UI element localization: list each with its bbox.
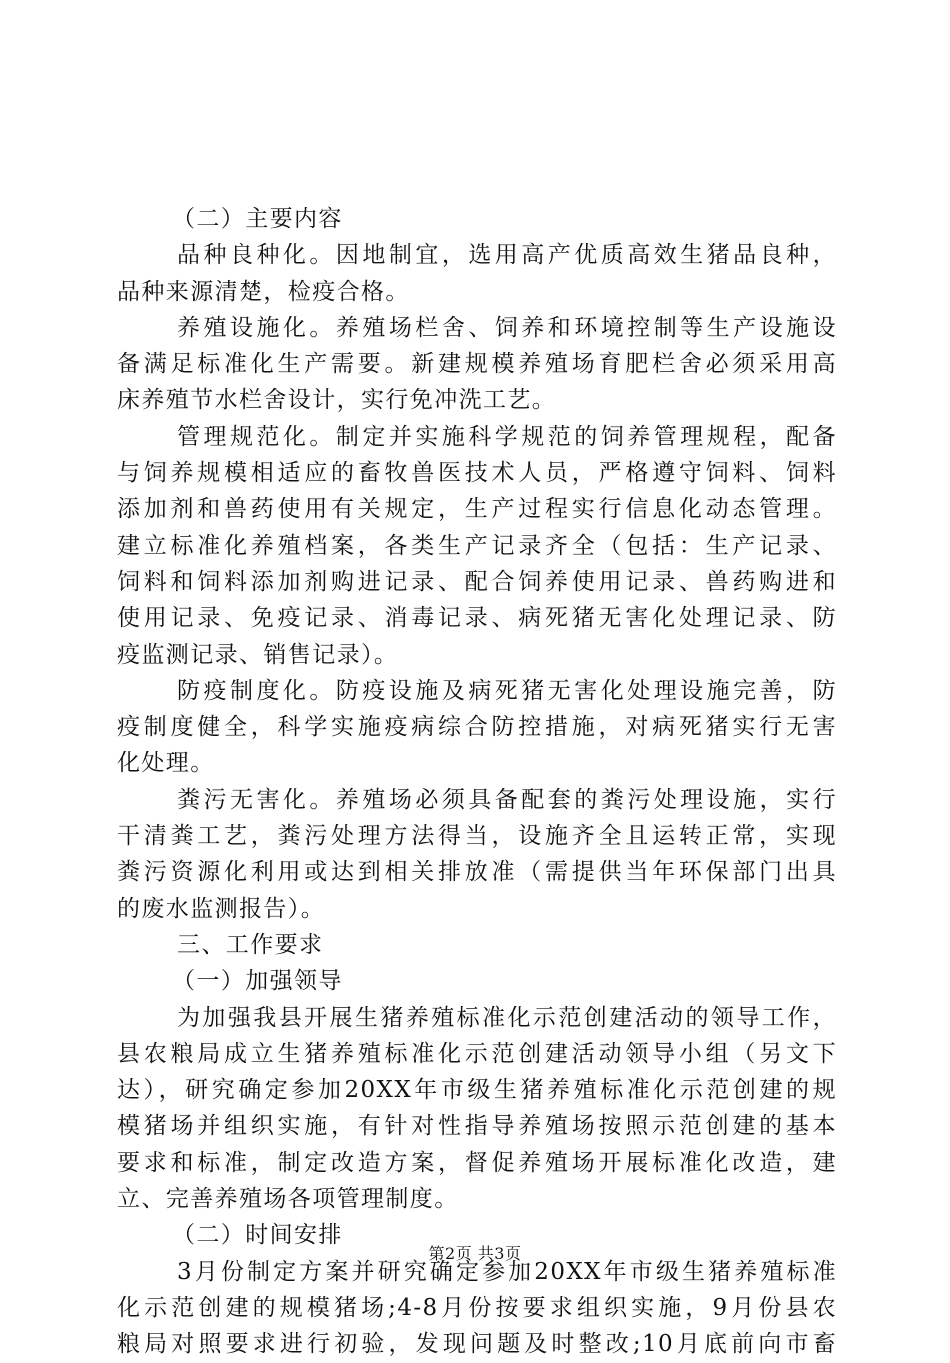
text-line: 模猪场并组织实施，有针对性指导养殖场按照示范创建的基本 — [117, 1113, 837, 1140]
text-line: 粪污资源化利用或达到相关排放准（需提供当年环保部门出具 — [117, 859, 837, 886]
text-line: 建立标准化养殖档案，各类生产记录齐全（包括：生产记录、 — [117, 532, 837, 559]
text-line: 化示范创建的规模猪场;4-8月份按要求组织实施，9月份县农 — [117, 1294, 837, 1321]
text-line: （二）时间安排 — [172, 1222, 343, 1249]
text-line: 品种良种化。因地制宜，选用高产优质高效生猪品良种， — [177, 242, 837, 269]
text-line: 为加强我县开展生猪养殖标准化示范创建活动的领导工作， — [177, 1004, 837, 1031]
text-line: 疫监测记录、销售记录）。 — [117, 641, 399, 668]
text-line: 管理规范化。制定并实施科学规范的饲养管理规程，配备 — [177, 423, 837, 450]
text-line: 防疫制度化。防疫设施及病死猪无害化处理设施完善，防 — [177, 677, 837, 704]
page-footer: 第2页 共3页 — [428, 1244, 522, 1263]
text-line: 养殖设施化。养殖场栏舍、饲养和环境控制等生产设施设 — [177, 314, 837, 341]
text-line: 县农粮局成立生猪养殖标准化示范创建活动领导小组（另文下 — [117, 1040, 837, 1067]
text-line: （一）加强领导 — [172, 968, 343, 995]
text-line: 床养殖节水栏舍设计，实行免冲洗工艺。 — [117, 387, 557, 414]
text-line: 饲料和饲料添加剂购进记录、配合饲养使用记录、兽药购进和 — [117, 568, 837, 595]
text-line: 使用记录、免疫记录、消毒记录、病死猪无害化处理记录、防 — [117, 605, 837, 632]
text-line: 粮局对照要求进行初验，发现问题及时整改;10月底前向市畜 — [117, 1331, 837, 1358]
text-line: 与饲养规模相适应的畜牧兽医技术人员，严格遵守饲料、饲料 — [117, 460, 837, 487]
text-line: 立、完善养殖场各项管理制度。 — [117, 1186, 459, 1213]
text-line: 三、工作要求 — [177, 931, 324, 958]
text-line: 达），研究确定参加20XX年市级生猪养殖标准化示范创建的规 — [117, 1077, 837, 1104]
text-line: 干清粪工艺，粪污处理方法得当，设施齐全且运转正常，实现 — [117, 823, 837, 850]
document-body — [117, 201, 837, 1363]
text-line: 备满足标准化生产需要。新建规模养殖场育肥栏舍必须采用高 — [117, 351, 837, 378]
text-line: 化处理。 — [117, 750, 215, 777]
text-line: 粪污无害化。养殖场必须具备配套的粪污处理设施，实行 — [177, 786, 837, 813]
text-line: 要求和标准，制定改造方案，督促养殖场开展标准化改造，建 — [117, 1149, 837, 1176]
text-line: 3月份制定方案并研究确定参加20XX年市级生猪养殖标准 — [177, 1258, 837, 1285]
text-line: 疫制度健全，科学实施疫病综合防控措施，对病死猪实行无害 — [117, 714, 837, 741]
text-line: 添加剂和兽药使用有关规定，生产过程实行信息化动态管理。 — [117, 496, 837, 523]
text-line: 品种来源清楚，检疫合格。 — [117, 278, 410, 305]
text-line: （二）主要内容 — [172, 206, 343, 232]
text-line: 的废水监测报告）。 — [117, 895, 326, 922]
